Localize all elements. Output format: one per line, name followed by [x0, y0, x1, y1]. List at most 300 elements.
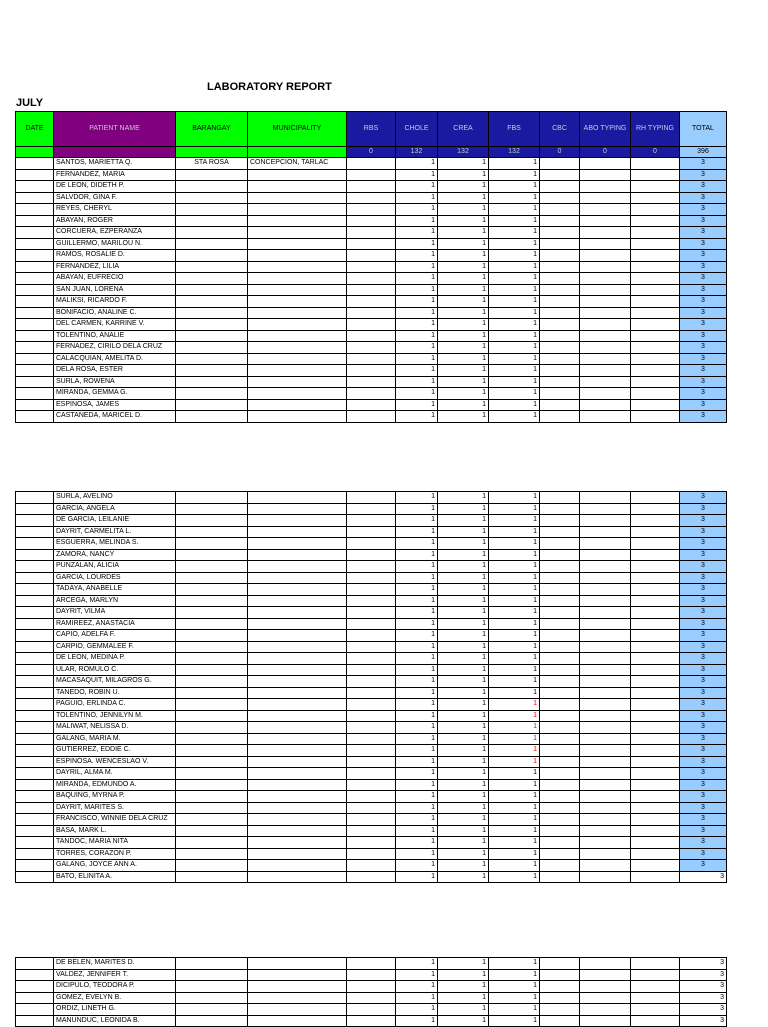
cell-abo [580, 561, 631, 573]
cell-crea: 1 [438, 273, 489, 285]
cell-date [16, 653, 54, 665]
col-chole: CHOLE [396, 112, 438, 147]
cell-fbs: 1 [489, 768, 540, 780]
cell-patient-name: BAQUING, MYRNA P. [54, 791, 176, 803]
cell-total: 3 [680, 307, 727, 319]
cell-patient-name: TADAYA, ANABELLE [54, 584, 176, 596]
cell-chole: 1 [396, 837, 438, 849]
cell-rbs [347, 158, 396, 170]
cell-cbc [540, 1015, 580, 1027]
cell-cbc [540, 981, 580, 993]
table-row [16, 204, 727, 216]
table-row [16, 768, 727, 780]
cell-fbs: 1 [489, 330, 540, 342]
cell-crea: 1 [438, 376, 489, 388]
cell-barangay [176, 676, 248, 688]
cell-abo [580, 538, 631, 550]
cell-rbs [347, 503, 396, 515]
cell-municipality [248, 618, 347, 630]
cell-barangay [176, 814, 248, 826]
cell-patient-name: BASA, MARK L. [54, 825, 176, 837]
cell-date [16, 330, 54, 342]
cell-abo [580, 791, 631, 803]
cell-patient-name: DELA ROSA, ESTER [54, 365, 176, 377]
cell-chole: 1 [396, 411, 438, 423]
cell-rbs [347, 969, 396, 981]
cell-municipality [248, 238, 347, 250]
cell-chole: 1 [396, 169, 438, 181]
cell-rh [631, 342, 680, 354]
cell-barangay [176, 376, 248, 388]
totals-row [16, 147, 727, 158]
cell-rbs [347, 958, 396, 970]
cell-total: 3 [680, 227, 727, 239]
cell-fbs: 1 [489, 388, 540, 400]
cell-municipality [248, 503, 347, 515]
total-date [16, 147, 54, 158]
cell-patient-name: CARPIO, GEMMALEE F. [54, 641, 176, 653]
cell-fbs: 1 [489, 399, 540, 411]
cell-chole: 1 [396, 871, 438, 883]
cell-patient-name: DE BELEN, MARITES D. [54, 958, 176, 970]
cell-abo [580, 630, 631, 642]
cell-abo [580, 848, 631, 860]
cell-date [16, 158, 54, 170]
cell-fbs: 1 [489, 860, 540, 872]
cell-municipality [248, 992, 347, 1004]
table-row [16, 958, 727, 970]
cell-municipality [248, 307, 347, 319]
cell-rh [631, 561, 680, 573]
cell-municipality [248, 699, 347, 711]
cell-abo [580, 699, 631, 711]
cell-date [16, 204, 54, 216]
cell-rh [631, 284, 680, 296]
cell-rbs [347, 342, 396, 354]
table-row [16, 630, 727, 642]
cell-date [16, 584, 54, 596]
cell-barangay [176, 992, 248, 1004]
table-row [16, 158, 727, 170]
cell-patient-name: GARCIA, LOURDES [54, 572, 176, 584]
cell-date [16, 538, 54, 550]
cell-municipality [248, 710, 347, 722]
report-month: JULY [16, 97, 44, 109]
cell-total: 3 [680, 515, 727, 527]
cell-date [16, 411, 54, 423]
cell-cbc [540, 871, 580, 883]
cell-date [16, 284, 54, 296]
cell-barangay [176, 388, 248, 400]
cell-date [16, 802, 54, 814]
total-abo: 0 [580, 147, 631, 158]
cell-barangay [176, 307, 248, 319]
cell-municipality [248, 779, 347, 791]
cell-chole: 1 [396, 215, 438, 227]
cell-barangay [176, 710, 248, 722]
cell-cbc [540, 307, 580, 319]
cell-patient-name: ESGUERRA, MELINDA S. [54, 538, 176, 550]
cell-municipality [248, 572, 347, 584]
cell-total: 3 [680, 261, 727, 273]
cell-patient-name: ZAMORA, NANCY [54, 549, 176, 561]
cell-date [16, 814, 54, 826]
cell-barangay [176, 169, 248, 181]
cell-date [16, 526, 54, 538]
cell-total: 3 [680, 342, 727, 354]
cell-chole: 1 [396, 958, 438, 970]
cell-cbc [540, 215, 580, 227]
cell-chole: 1 [396, 238, 438, 250]
cell-municipality [248, 561, 347, 573]
cell-chole: 1 [396, 227, 438, 239]
cell-total: 3 [680, 699, 727, 711]
cell-total: 3 [680, 733, 727, 745]
cell-crea: 1 [438, 687, 489, 699]
cell-rbs [347, 526, 396, 538]
table-row [16, 250, 727, 262]
cell-rh [631, 388, 680, 400]
table-row [16, 618, 727, 630]
cell-chole: 1 [396, 756, 438, 768]
cell-municipality [248, 641, 347, 653]
cell-crea: 1 [438, 802, 489, 814]
cell-barangay [176, 215, 248, 227]
cell-rbs [347, 802, 396, 814]
cell-fbs: 1 [489, 958, 540, 970]
cell-chole: 1 [396, 284, 438, 296]
cell-rh [631, 572, 680, 584]
cell-total: 3 [680, 181, 727, 193]
cell-barangay [176, 653, 248, 665]
cell-municipality [248, 687, 347, 699]
cell-barangay [176, 319, 248, 331]
total-crea: 132 [438, 147, 489, 158]
table-row [16, 399, 727, 411]
cell-abo [580, 664, 631, 676]
cell-fbs: 1 [489, 215, 540, 227]
cell-chole: 1 [396, 319, 438, 331]
cell-chole: 1 [396, 204, 438, 216]
cell-rbs [347, 365, 396, 377]
cell-fbs: 1 [489, 261, 540, 273]
cell-patient-name: FRANCISCO, WINNIE DELA CRUZ [54, 814, 176, 826]
cell-total: 3 [680, 538, 727, 550]
cell-rh [631, 860, 680, 872]
cell-abo [580, 618, 631, 630]
cell-patient-name: TORRES, CORAZON P. [54, 848, 176, 860]
cell-patient-name: CASTANEDA, MARICEL D. [54, 411, 176, 423]
cell-cbc [540, 1004, 580, 1016]
cell-cbc [540, 376, 580, 388]
cell-rh [631, 238, 680, 250]
cell-chole: 1 [396, 779, 438, 791]
cell-rh [631, 653, 680, 665]
cell-rh [631, 365, 680, 377]
cell-abo [580, 871, 631, 883]
cell-barangay [176, 526, 248, 538]
cell-barangay [176, 756, 248, 768]
table-row [16, 745, 727, 757]
cell-cbc [540, 992, 580, 1004]
cell-crea: 1 [438, 319, 489, 331]
col-cbc: CBC [540, 112, 580, 147]
cell-abo [580, 710, 631, 722]
cell-municipality [248, 284, 347, 296]
cell-chole: 1 [396, 791, 438, 803]
cell-barangay [176, 572, 248, 584]
cell-chole: 1 [396, 825, 438, 837]
cell-rh [631, 353, 680, 365]
table-row [16, 319, 727, 331]
cell-crea: 1 [438, 227, 489, 239]
cell-rbs [347, 676, 396, 688]
cell-crea: 1 [438, 722, 489, 734]
cell-cbc [540, 745, 580, 757]
cell-barangay [176, 192, 248, 204]
cell-crea: 1 [438, 595, 489, 607]
cell-total: 3 [680, 158, 727, 170]
cell-chole: 1 [396, 722, 438, 734]
cell-fbs: 1 [489, 503, 540, 515]
cell-total: 3 [680, 250, 727, 262]
cell-patient-name: MALIWAT, NELISSA D. [54, 722, 176, 734]
cell-crea: 1 [438, 860, 489, 872]
cell-abo [580, 181, 631, 193]
cell-rh [631, 227, 680, 239]
cell-chole: 1 [396, 595, 438, 607]
cell-municipality [248, 365, 347, 377]
col-date: DATE [16, 112, 54, 147]
cell-cbc [540, 319, 580, 331]
cell-total: 3 [680, 871, 727, 883]
cell-crea: 1 [438, 342, 489, 354]
cell-crea: 1 [438, 503, 489, 515]
total-chole: 132 [396, 147, 438, 158]
cell-abo [580, 687, 631, 699]
table-row [16, 664, 727, 676]
cell-fbs: 1 [489, 630, 540, 642]
cell-rh [631, 549, 680, 561]
cell-rbs [347, 756, 396, 768]
cell-barangay [176, 779, 248, 791]
col-barangay: BARANGAY [176, 112, 248, 147]
cell-crea: 1 [438, 538, 489, 550]
cell-fbs: 1 [489, 238, 540, 250]
cell-cbc [540, 699, 580, 711]
cell-date [16, 296, 54, 308]
cell-cbc [540, 779, 580, 791]
cell-chole: 1 [396, 630, 438, 642]
table-row [16, 192, 727, 204]
total-rbs: 0 [347, 147, 396, 158]
cell-cbc [540, 607, 580, 619]
table-row [16, 756, 727, 768]
cell-chole: 1 [396, 192, 438, 204]
cell-crea: 1 [438, 1015, 489, 1027]
total-cbc: 0 [540, 147, 580, 158]
cell-abo [580, 992, 631, 1004]
cell-crea: 1 [438, 618, 489, 630]
cell-cbc [540, 284, 580, 296]
cell-barangay [176, 837, 248, 849]
total-municipality [248, 147, 347, 158]
cell-patient-name: SAN JUAN, LORENA [54, 284, 176, 296]
cell-date [16, 756, 54, 768]
cell-total: 3 [680, 630, 727, 642]
col-fbs: FBS [489, 112, 540, 147]
cell-abo [580, 595, 631, 607]
cell-crea: 1 [438, 399, 489, 411]
cell-abo [580, 492, 631, 504]
lab-table-3 [15, 957, 727, 1027]
cell-rh [631, 261, 680, 273]
table-row [16, 791, 727, 803]
cell-total: 3 [680, 722, 727, 734]
cell-abo [580, 365, 631, 377]
cell-patient-name: TANEDO, ROBIN U. [54, 687, 176, 699]
cell-date [16, 572, 54, 584]
cell-barangay [176, 1015, 248, 1027]
report-title: LABORATORY REPORT [207, 81, 332, 93]
cell-barangay [176, 958, 248, 970]
cell-date [16, 261, 54, 273]
cell-rh [631, 307, 680, 319]
cell-chole: 1 [396, 1015, 438, 1027]
table-row [16, 169, 727, 181]
cell-crea: 1 [438, 365, 489, 377]
table-row [16, 515, 727, 527]
total-rh: 0 [631, 147, 680, 158]
cell-rbs [347, 768, 396, 780]
cell-chole: 1 [396, 618, 438, 630]
cell-municipality [248, 768, 347, 780]
cell-chole: 1 [396, 342, 438, 354]
cell-total: 3 [680, 572, 727, 584]
cell-municipality [248, 388, 347, 400]
cell-date [16, 503, 54, 515]
cell-rbs [347, 745, 396, 757]
cell-abo [580, 330, 631, 342]
cell-date [16, 791, 54, 803]
cell-cbc [540, 825, 580, 837]
cell-barangay [176, 618, 248, 630]
cell-fbs: 1 [489, 1004, 540, 1016]
table-row [16, 342, 727, 354]
cell-patient-name: MALIKSI, RICARDO F. [54, 296, 176, 308]
cell-rh [631, 411, 680, 423]
table-row [16, 814, 727, 826]
cell-fbs: 1 [489, 273, 540, 285]
cell-municipality [248, 273, 347, 285]
cell-total: 3 [680, 273, 727, 285]
cell-total: 3 [680, 1015, 727, 1027]
cell-total: 3 [680, 1004, 727, 1016]
cell-patient-name: ABAYAN, EUFRECIO [54, 273, 176, 285]
cell-total: 3 [680, 837, 727, 849]
cell-chole: 1 [396, 549, 438, 561]
cell-fbs: 1 [489, 745, 540, 757]
cell-date [16, 768, 54, 780]
cell-crea: 1 [438, 630, 489, 642]
cell-date [16, 676, 54, 688]
header-row [16, 112, 727, 147]
cell-date [16, 307, 54, 319]
cell-rh [631, 595, 680, 607]
cell-abo [580, 958, 631, 970]
table-row [16, 802, 727, 814]
cell-barangay [176, 399, 248, 411]
cell-rbs [347, 515, 396, 527]
cell-date [16, 981, 54, 993]
cell-barangay [176, 768, 248, 780]
cell-abo [580, 825, 631, 837]
cell-barangay [176, 492, 248, 504]
cell-total: 3 [680, 192, 727, 204]
cell-cbc [540, 261, 580, 273]
cell-municipality [248, 860, 347, 872]
cell-patient-name: GUILLERMO, MARILOU N. [54, 238, 176, 250]
cell-date [16, 250, 54, 262]
cell-rbs [347, 871, 396, 883]
cell-total: 3 [680, 641, 727, 653]
cell-total: 3 [680, 284, 727, 296]
table-row [16, 641, 727, 653]
cell-total: 3 [680, 687, 727, 699]
cell-cbc [540, 584, 580, 596]
table-row [16, 699, 727, 711]
cell-rh [631, 1004, 680, 1016]
cell-date [16, 342, 54, 354]
cell-date [16, 169, 54, 181]
cell-rh [631, 1015, 680, 1027]
table-row [16, 215, 727, 227]
cell-abo [580, 503, 631, 515]
cell-date [16, 958, 54, 970]
table-row [16, 969, 727, 981]
cell-fbs: 1 [489, 538, 540, 550]
cell-crea: 1 [438, 699, 489, 711]
cell-cbc [540, 388, 580, 400]
cell-total: 3 [680, 376, 727, 388]
cell-total: 3 [680, 238, 727, 250]
cell-fbs: 1 [489, 664, 540, 676]
cell-chole: 1 [396, 250, 438, 262]
cell-rbs [347, 595, 396, 607]
cell-crea: 1 [438, 353, 489, 365]
cell-rbs [347, 330, 396, 342]
table-row [16, 1004, 727, 1016]
cell-total: 3 [680, 848, 727, 860]
cell-barangay [176, 641, 248, 653]
cell-rh [631, 768, 680, 780]
cell-rbs [347, 630, 396, 642]
cell-patient-name: SANTOS, MARIETTA Q. [54, 158, 176, 170]
cell-patient-name: SURLA, ROWENA [54, 376, 176, 388]
cell-cbc [540, 802, 580, 814]
cell-chole: 1 [396, 353, 438, 365]
cell-municipality [248, 192, 347, 204]
cell-total: 3 [680, 607, 727, 619]
cell-cbc [540, 330, 580, 342]
cell-patient-name: ORDIZ, LINETH G. [54, 1004, 176, 1016]
cell-cbc [540, 399, 580, 411]
cell-rbs [347, 848, 396, 860]
table-row [16, 733, 727, 745]
cell-crea: 1 [438, 515, 489, 527]
cell-municipality [248, 353, 347, 365]
cell-crea: 1 [438, 641, 489, 653]
